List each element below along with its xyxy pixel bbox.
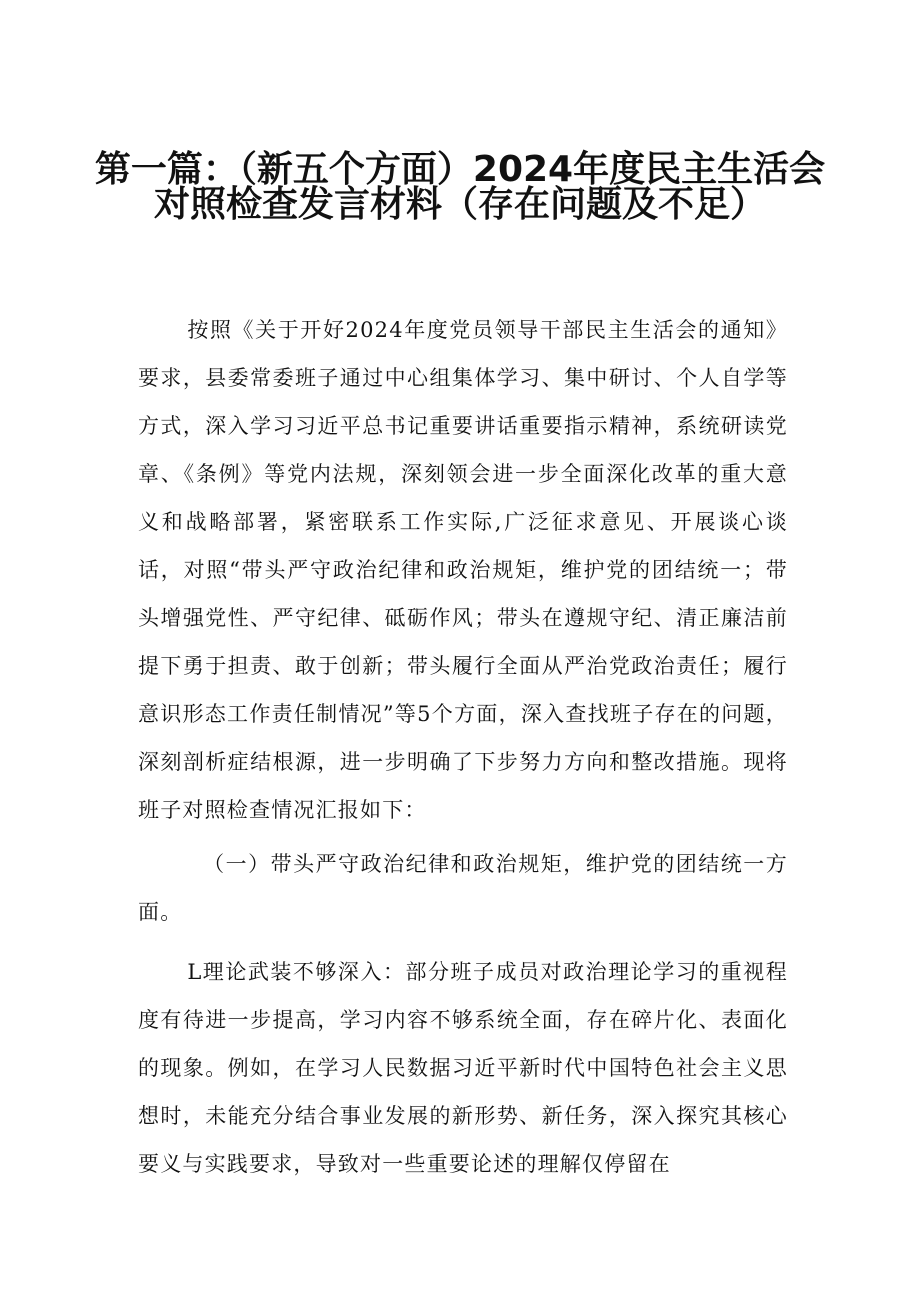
section-heading-1: （一）带头严守政治纪律和政治规矩，维护党的团结统一方面。 (138, 852, 788, 924)
document-title-line-1: 第一篇：（新五个方面）2024年度民主生活会 (94, 149, 826, 190)
intro-paragraph: 按照《关于开好2024年度党员领导干部民主生活会的通知》要求，县委常委班子通过中心组集体学习、集中研讨、个人自学等方式，深入学习习近平总书记重要讲话重要指示精神，系统研读党章、《条例》等党内法规，深刻领会进一步全面深化改革的重大意义和战略部署，紧密联系工作实际,广泛征求意见、开展谈心谈话，对照“带头严守政治纪律和政治规矩，维护党的团结统一；带头增强党性、严守纪律、砥砺作风；带头在遵规守纪、清正廉洁前提下勇于担责、敢于创新；带头履行全面从严治党政治责任；履行意识形态工作责任制情况”等5个方面，深入查找班子存在的问题，深刻剖析症结根源，进一步明确了下步努力方向和整改措施。现将班子对照检查情况汇报如下： (138, 318, 788, 822)
document-body (138, 306, 788, 1188)
document-title-line-2: 对照检查发言材料（存在问题及不足） (153, 184, 766, 225)
issue-paragraph-1: L理论武装不够深入：部分班子成员对政治理论学习的重视程度有待进一步提高，学习内容不够系统全面，存在碎片化、表面化的现象。例如，在学习人民数据习近平新时代中国特色社会主义思想时，未能充分结合事业发展的新形势、新任务，深入探究其核心要义与实践要求，导致对一些重要论述的理解仅停留在 (138, 960, 788, 1176)
